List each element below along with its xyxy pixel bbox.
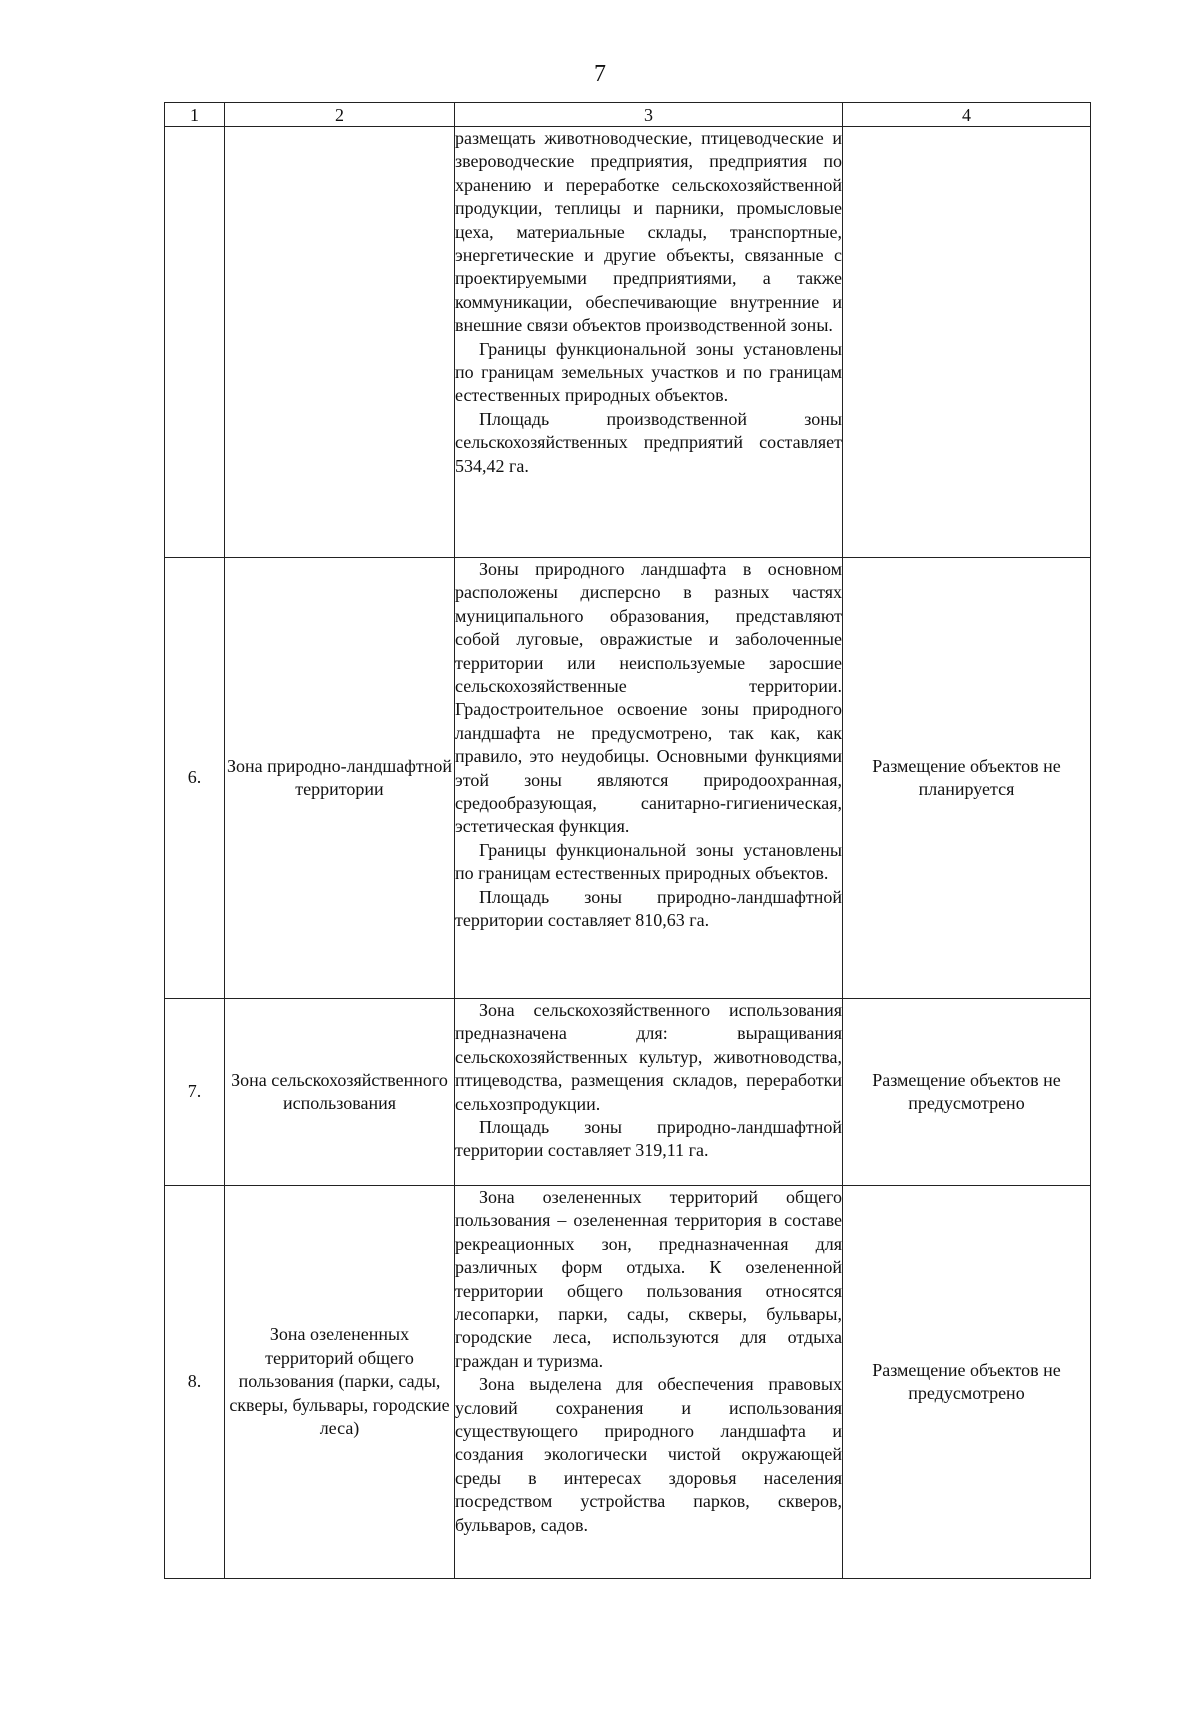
zone-description bbox=[455, 558, 843, 999]
placement-note: Размещение объектов не предусмотрено bbox=[843, 999, 1091, 1186]
description-paragraph: Зона озелененных территорий общего пользования – озелененная территория в составе рекреационных зон, предназначенная для различных форм отдыха. К озелененной территории общего пользования относятся лесопарки, парки, сады, скверы, бульвары, городские леса, используются для отдыха граждан и туризма. bbox=[455, 1187, 842, 1371]
zone-name: Зона природно-ландшафтной территории bbox=[225, 558, 455, 999]
description-paragraph: Площадь зоны природно-ландшафтной территории составляет 319,11 га. bbox=[455, 1117, 842, 1161]
header-col-4: 4 bbox=[843, 103, 1091, 127]
zone-description bbox=[455, 127, 843, 558]
table-row-7 bbox=[165, 999, 1091, 1186]
row-number: 7. bbox=[165, 999, 225, 1186]
zone-description bbox=[455, 1186, 843, 1579]
row-number: 8. bbox=[165, 1186, 225, 1579]
description-paragraph: Площадь зоны природно-ландшафтной территории составляет 810,63 га. bbox=[455, 886, 842, 931]
header-col-2: 2 bbox=[225, 103, 455, 127]
header-row bbox=[165, 103, 1091, 127]
description-paragraph: размещать животноводческие, птицеводческие и звероводческие предприятия, предприятия по хранению и переработке сельскохозяйственной продукции, теплицы и парники, промысловые цеха, материальные склады, транспортные, энергетические и другие объекты, связанные с проектируемыми предприятиями, а также коммуникации, обеспечивающие внутренние и внешние связи объектов производственной зоны. bbox=[455, 128, 842, 336]
header-col-1: 1 bbox=[165, 103, 225, 127]
description-paragraph: Зона выделена для обеспечения правовых условий сохранения и использования существующего природного ландшафта и создания экологически чистой окружающей среды в интересах здоровья населения посредством устройства парков, скверов, бульваров, садов. bbox=[455, 1374, 842, 1535]
page-number: 7 bbox=[594, 61, 606, 87]
placement-note: Размещение объектов не предусмотрено bbox=[843, 1186, 1091, 1579]
description-paragraph: Площадь производственной зоны сельскохозяйственных предприятий составляет 534,42 га. bbox=[455, 408, 842, 476]
row-number: 6. bbox=[165, 558, 225, 999]
table-row-8 bbox=[165, 1186, 1091, 1579]
zone-name bbox=[225, 127, 455, 558]
row-number bbox=[165, 127, 225, 558]
description-paragraph: Зоны природного ландшафта в основном расположены дисперсно в разных частях муниципального образования, представляют собой луговые, овражистые и заболоченные территории или неиспользуемые заросшие сельскохозяйственные территории. Градостроительное освоение зоны природного ландшафта не предусмотрено, так как, как правило, это неудобицы. Основными функциями этой зоны являются природоохранная, средообразующая, санитарно-гигиеническая, эстетическая функция. bbox=[455, 559, 842, 837]
zone-description bbox=[455, 999, 843, 1186]
table-row-continuation bbox=[165, 127, 1091, 558]
placement-note: Размещение объектов не планируется bbox=[843, 558, 1091, 999]
description-paragraph: Границы функциональной зоны установлены по границам земельных участков и по границам естественных природных объектов. bbox=[455, 338, 842, 406]
zones-table bbox=[164, 102, 1091, 1579]
placement-note bbox=[843, 127, 1091, 558]
header-col-3: 3 bbox=[455, 103, 843, 127]
zone-name: Зона сельскохозяйственного использования bbox=[225, 999, 455, 1186]
description-paragraph: Зона сельскохозяйственного использования предназначена для: выращивания сельскохозяйственных культур, животноводства, птицеводства, размещения складов, переработки сельхозпродукции. bbox=[455, 1000, 842, 1114]
zone-name: Зона озелененных территорий общего пользования (парки, сады, скверы, бульвары, городские леса) bbox=[225, 1186, 455, 1579]
table-row-6 bbox=[165, 558, 1091, 999]
description-paragraph: Границы функциональной зоны установлены по границам естественных природных объектов. bbox=[455, 839, 842, 884]
